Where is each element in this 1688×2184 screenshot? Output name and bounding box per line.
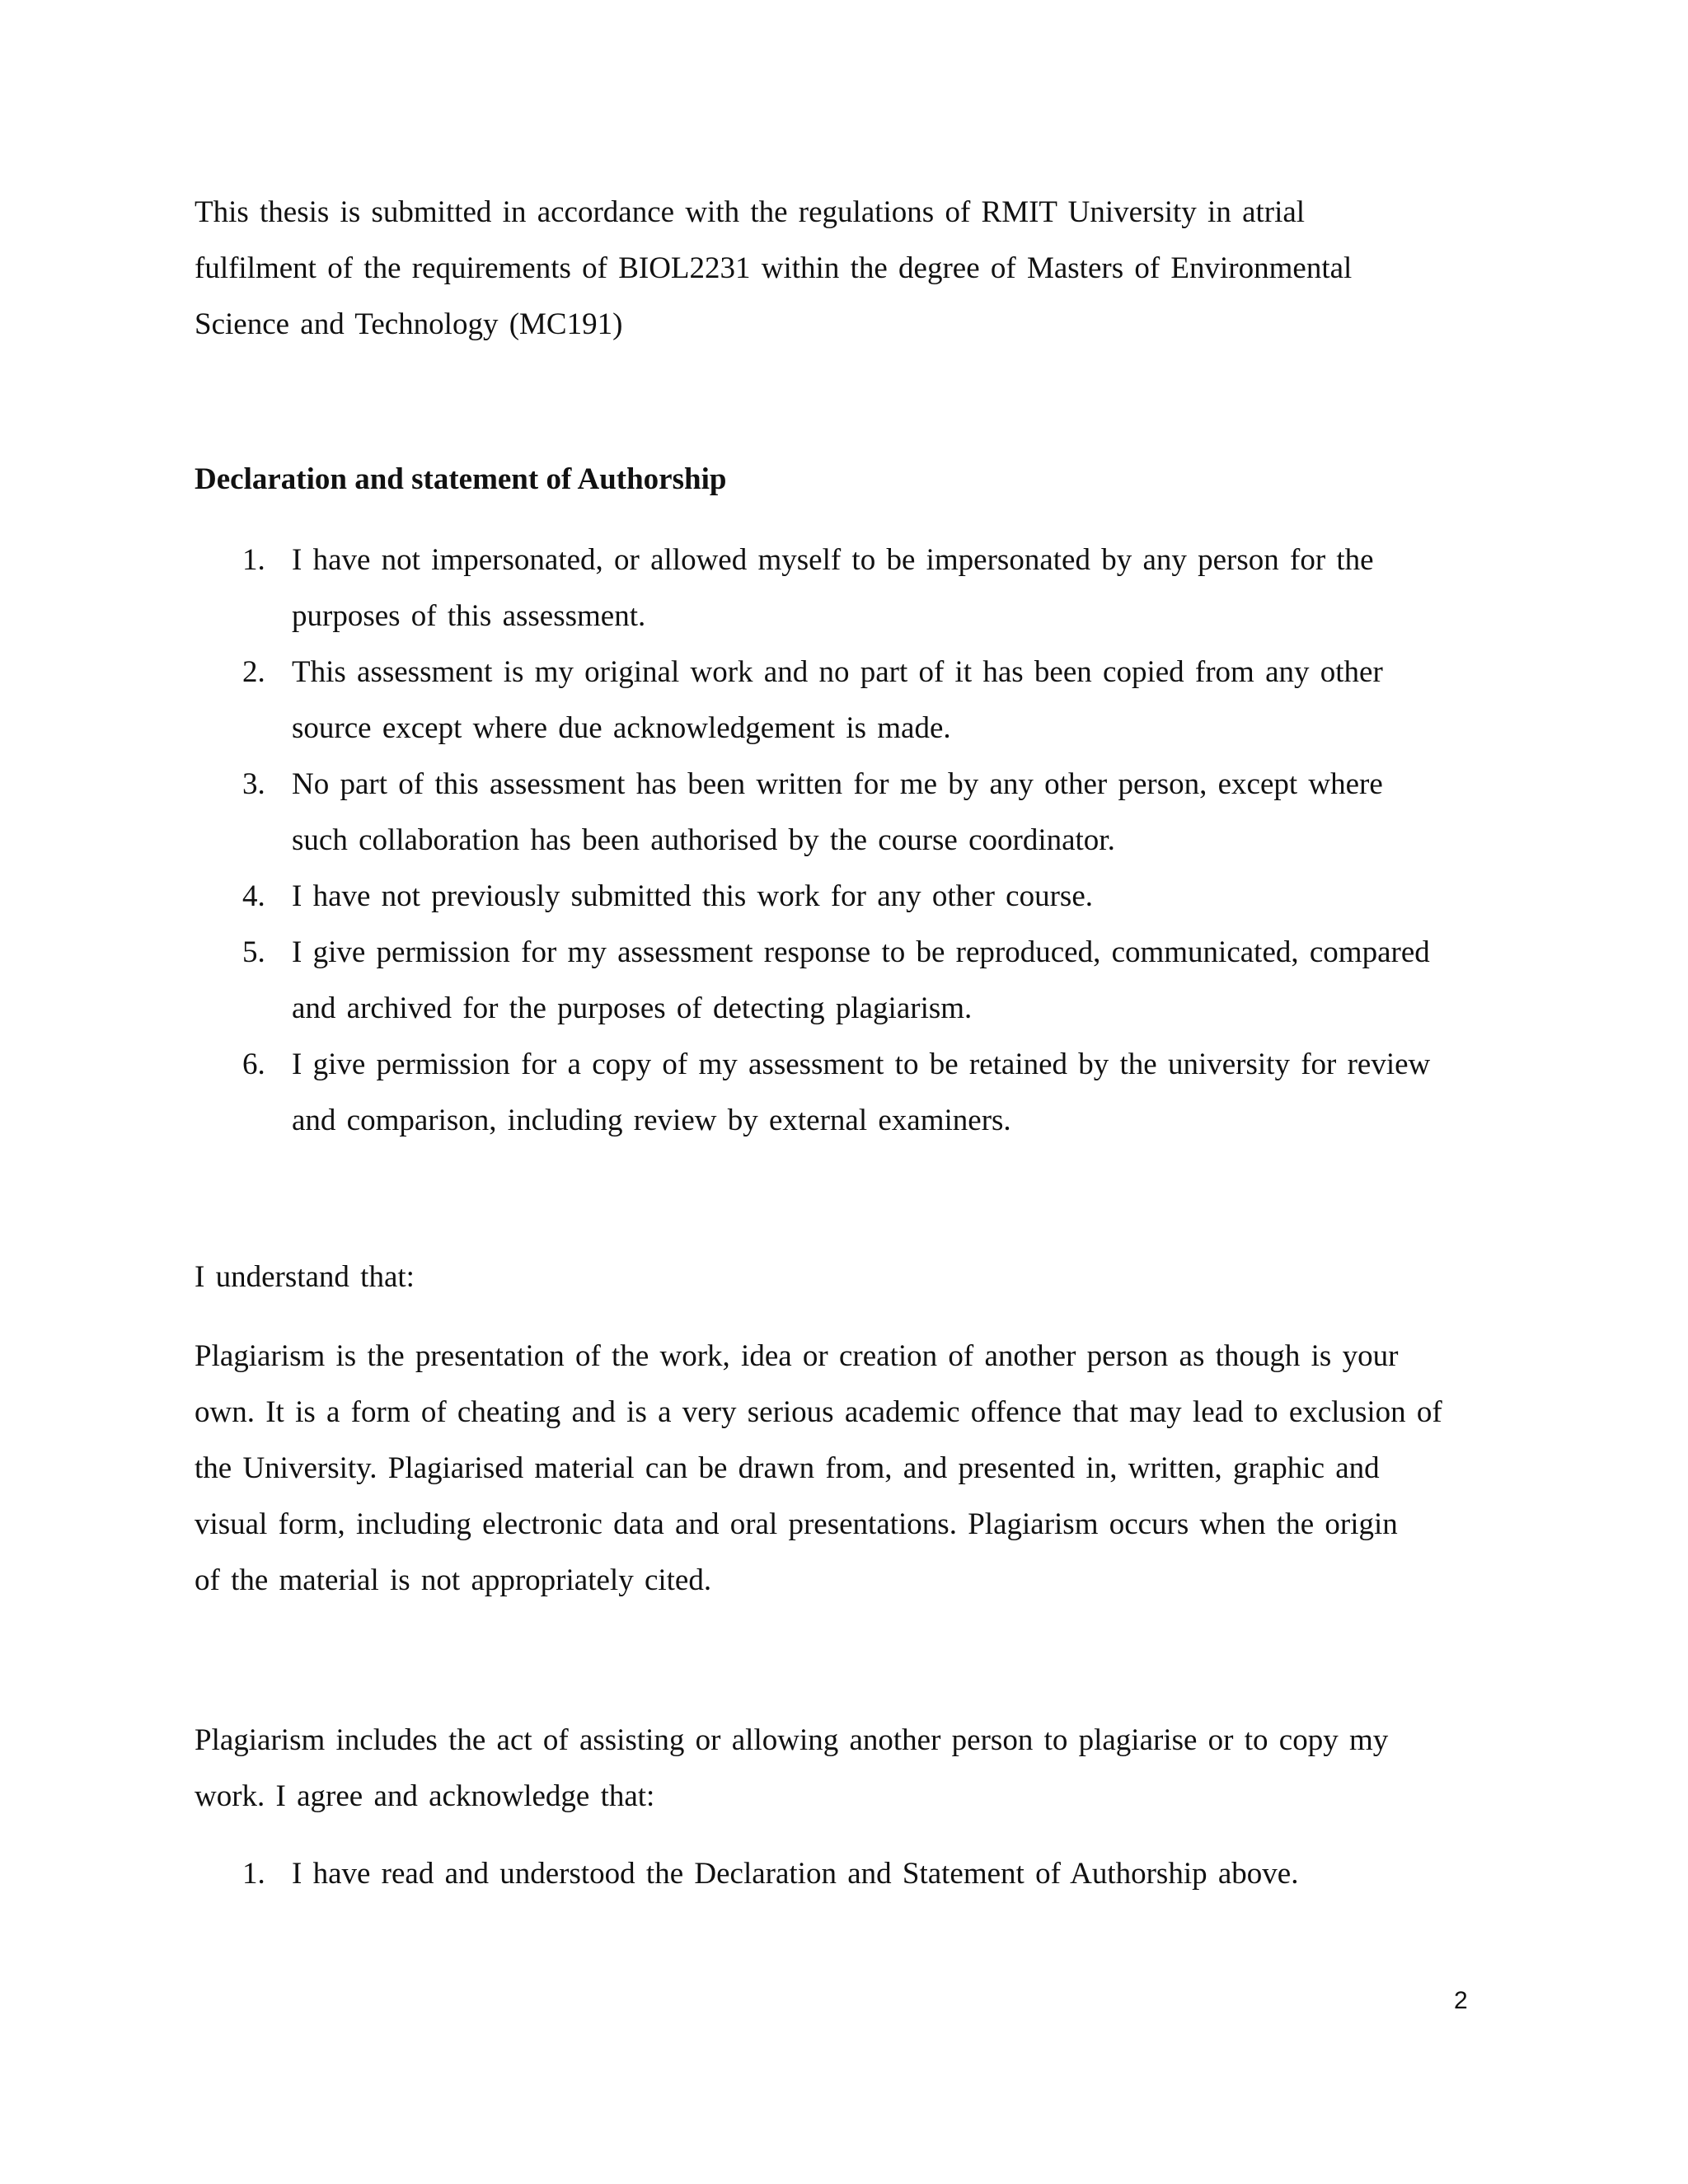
- paragraph-line: work. I agree and acknowledge that:: [195, 1779, 655, 1813]
- item-number: 1.: [242, 543, 265, 577]
- intro-paragraph: [195, 185, 1497, 353]
- paragraph-line: the University. Plagiarised material can be drawn from, and presented in, written, graphic and: [195, 1451, 1380, 1485]
- item-line: I have read and understood the Declaration and Statement of Authorship above.: [292, 1857, 1299, 1891]
- declaration-heading: Declaration and statement of Authorship: [195, 462, 727, 496]
- item-number: 4.: [242, 879, 265, 913]
- item-line: No part of this assessment has been written for me by any other person, except where: [292, 767, 1383, 801]
- acknowledge-item: [195, 1846, 1513, 1902]
- understand-label: [195, 1249, 1497, 1305]
- declaration-list: [195, 532, 1513, 1149]
- acknowledge-list: [195, 1846, 1513, 1902]
- item-line: I give permission for my assessment response to be reproduced, communicated, compared: [292, 935, 1430, 969]
- declaration-item: [195, 925, 1513, 1037]
- paragraph-line: of the material is not appropriately cited.: [195, 1563, 712, 1597]
- item-line: I have not previously submitted this work for any other course.: [292, 879, 1093, 913]
- item-number: 2.: [242, 655, 265, 689]
- plagiarism-definition-paragraph: [195, 1329, 1497, 1609]
- item-number: 1.: [242, 1857, 265, 1891]
- item-line: source except where due acknowledgement is made.: [292, 711, 951, 745]
- paragraph-line: Plagiarism is the presentation of the work, idea or creation of another person as though is your: [195, 1339, 1399, 1373]
- declaration-item: [195, 869, 1513, 925]
- paragraph-line: own. It is a form of cheating and is a very serious academic offence that may lead to exclusion of: [195, 1395, 1442, 1429]
- intro-line: This thesis is submitted in accordance with the regulations of RMIT University in atrial: [195, 195, 1306, 229]
- plagiarism-includes-paragraph: [195, 1713, 1497, 1825]
- intro-line: Science and Technology (MC191): [195, 307, 623, 341]
- understand-label-text: I understand that:: [195, 1260, 415, 1294]
- paragraph-line: Plagiarism includes the act of assisting or allowing another person to plagiarise or to copy my: [195, 1723, 1389, 1757]
- declaration-item: [195, 757, 1513, 869]
- declaration-item: [195, 532, 1513, 644]
- item-line: and comparison, including review by external examiners.: [292, 1104, 1011, 1137]
- item-number: 5.: [242, 935, 265, 969]
- declaration-item: [195, 1037, 1513, 1149]
- paragraph-line: visual form, including electronic data and oral presentations. Plagiarism occurs when the origin: [195, 1507, 1398, 1541]
- intro-line: fulfilment of the requirements of BIOL2231 within the degree of Masters of Environmental: [195, 251, 1353, 285]
- item-line: and archived for the purposes of detecting plagiarism.: [292, 991, 973, 1025]
- item-line: such collaboration has been authorised by the course coordinator.: [292, 823, 1115, 857]
- item-line: This assessment is my original work and no part of it has been copied from any other: [292, 655, 1383, 689]
- item-line: I have not impersonated, or allowed myself to be impersonated by any person for the: [292, 543, 1374, 577]
- declaration-item: [195, 644, 1513, 757]
- item-line: purposes of this assessment.: [292, 599, 646, 633]
- item-line: I give permission for a copy of my assessment to be retained by the university for review: [292, 1047, 1431, 1081]
- item-number: 6.: [242, 1047, 265, 1081]
- item-number: 3.: [242, 767, 265, 801]
- page-number: 2: [1454, 1987, 1468, 2014]
